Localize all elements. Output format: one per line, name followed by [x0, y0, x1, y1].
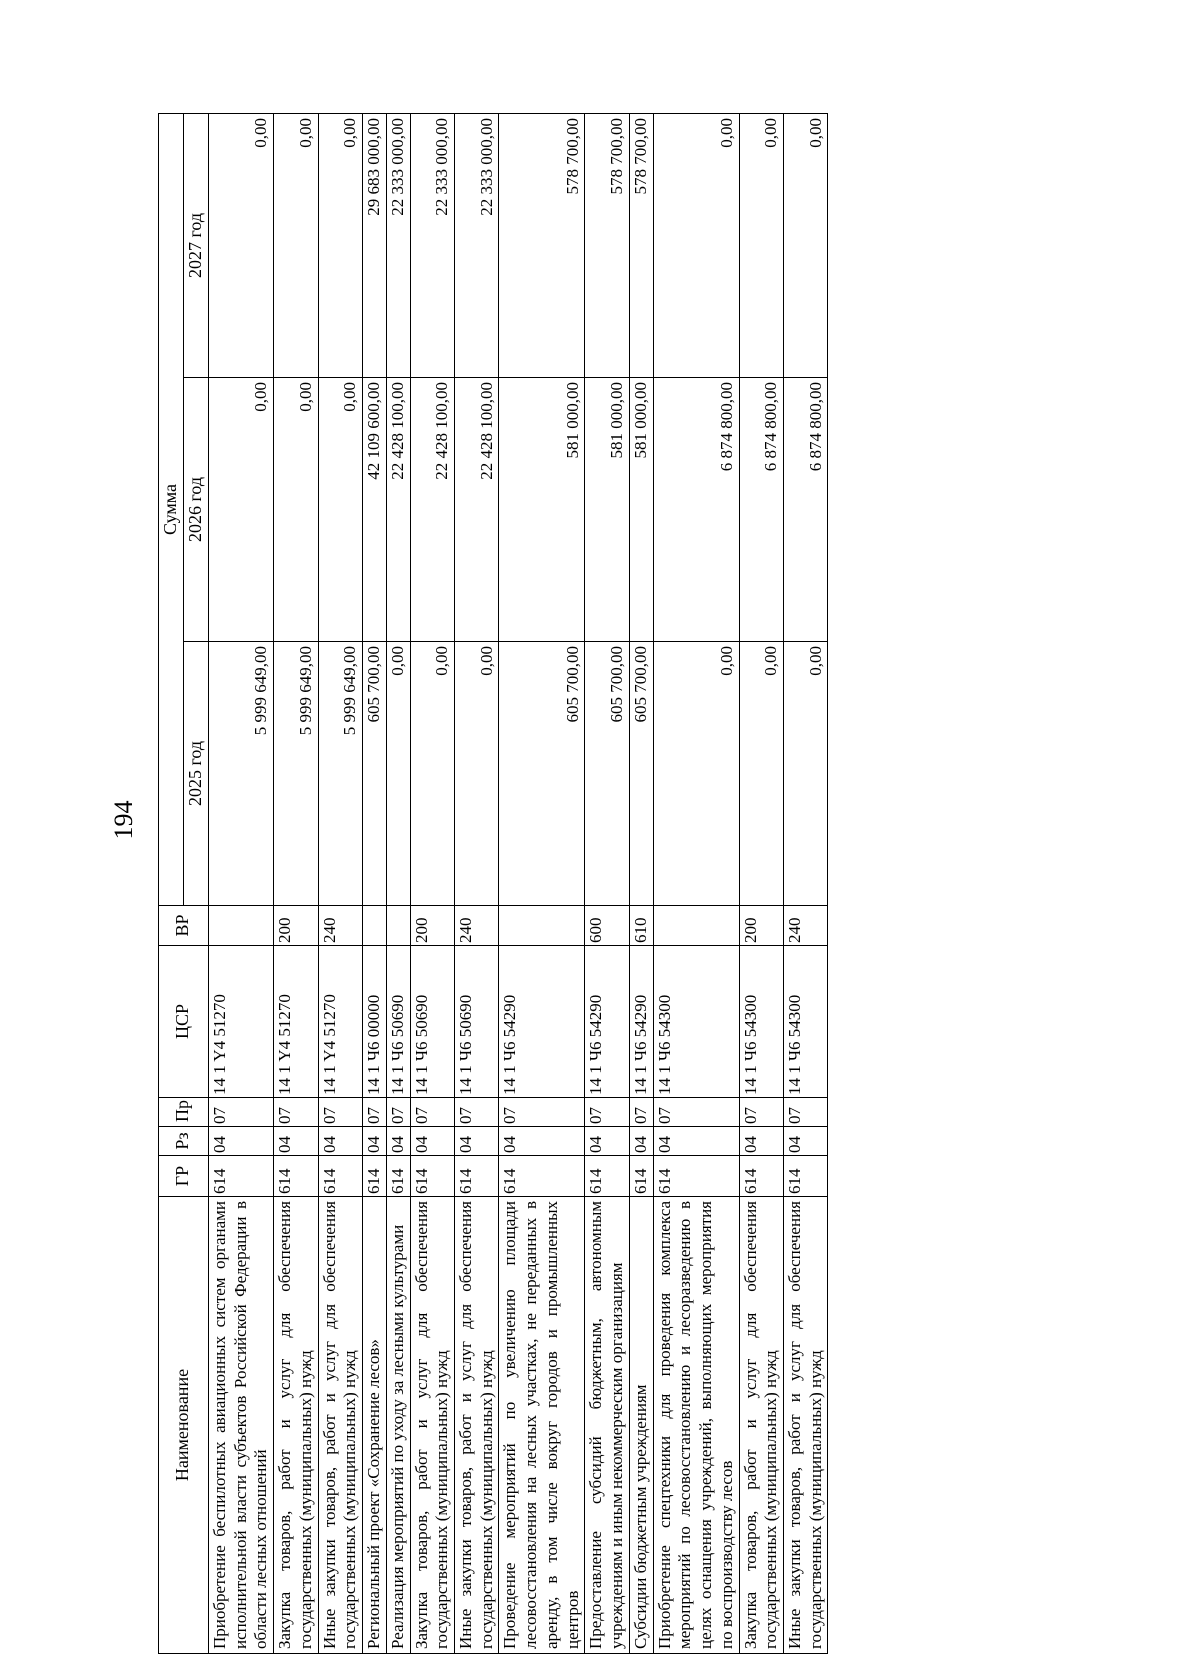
row-2027: 0,00 — [318, 113, 362, 377]
row-gr: 614 — [454, 1156, 498, 1197]
row-csr: 14 1 Ч6 50690 — [454, 946, 498, 1098]
table-row — [208, 113, 273, 1653]
table-row — [739, 113, 783, 1653]
row-rz: 04 — [454, 1127, 498, 1156]
header-2027: 2027 год — [183, 113, 208, 377]
row-2025: 5 999 649,00 — [208, 642, 273, 906]
row-2027: 22 333 000,00 — [386, 113, 410, 377]
row-vr: 240 — [318, 906, 362, 946]
table-row — [363, 113, 387, 1653]
row-vr — [208, 906, 273, 946]
row-name: Закупка товаров, работ и услуг для обеспечения государственных (муниципальных) нужд — [739, 1197, 783, 1654]
row-2025: 605 700,00 — [629, 642, 653, 906]
row-gr: 614 — [363, 1156, 387, 1197]
row-csr: 14 1 Ч6 00000 — [363, 946, 387, 1098]
row-name: Предоставление субсидий бюджетным, автономным учреждениям и иным некоммерческим организациям — [585, 1197, 629, 1654]
header-2025: 2025 год — [183, 642, 208, 906]
row-csr: 14 1 Ч6 54290 — [499, 946, 585, 1098]
row-2025: 5 999 649,00 — [318, 642, 362, 906]
row-csr: 14 1 Ч6 54300 — [784, 946, 828, 1098]
row-pr: 07 — [274, 1098, 318, 1127]
row-rz: 04 — [499, 1127, 585, 1156]
row-rz: 04 — [208, 1127, 273, 1156]
row-2025: 0,00 — [454, 642, 498, 906]
row-vr: 200 — [739, 906, 783, 946]
row-rz: 04 — [629, 1127, 653, 1156]
table-row — [274, 113, 318, 1653]
row-2026: 0,00 — [274, 378, 318, 642]
row-name: Закупка товаров, работ и услуг для обеспечения государственных (муниципальных) нужд — [274, 1197, 318, 1654]
row-vr: 200 — [274, 906, 318, 946]
table-row — [629, 113, 653, 1653]
row-name: Приобретение беспилотных авиационных систем органами исполнительной власти субъектов Российской Федерации в области лесных отношений — [208, 1197, 273, 1654]
header-rz: Рз — [159, 1127, 209, 1156]
row-2025: 0,00 — [386, 642, 410, 906]
row-2025: 0,00 — [784, 642, 828, 906]
header-2026: 2026 год — [183, 378, 208, 642]
row-2027: 22 333 000,00 — [410, 113, 454, 377]
row-2027: 0,00 — [208, 113, 273, 377]
row-pr: 07 — [363, 1098, 387, 1127]
row-csr: 14 1 Ч6 50690 — [386, 946, 410, 1098]
row-gr: 614 — [653, 1156, 739, 1197]
header-csr: ЦСР — [159, 946, 209, 1098]
row-2026: 6 874 800,00 — [653, 378, 739, 642]
row-gr: 614 — [629, 1156, 653, 1197]
header-sum: Сумма — [159, 113, 184, 905]
row-rz: 04 — [410, 1127, 454, 1156]
row-csr: 14 1 Ч6 54300 — [653, 946, 739, 1098]
table-body — [208, 113, 828, 1653]
row-pr: 07 — [629, 1098, 653, 1127]
row-2025: 605 700,00 — [585, 642, 629, 906]
row-gr: 614 — [386, 1156, 410, 1197]
row-rz: 04 — [784, 1127, 828, 1156]
row-csr: 14 1 Y4 51270 — [274, 946, 318, 1098]
row-vr: 600 — [585, 906, 629, 946]
row-2027: 0,00 — [653, 113, 739, 377]
row-2027: 29 683 000,00 — [363, 113, 387, 377]
row-csr: 14 1 Y4 51270 — [208, 946, 273, 1098]
table-row — [585, 113, 629, 1653]
row-vr: 240 — [454, 906, 498, 946]
row-pr: 07 — [499, 1098, 585, 1127]
row-name: Реализация мероприятий по уходу за лесными культурами — [386, 1197, 410, 1654]
row-vr — [386, 906, 410, 946]
row-2026: 0,00 — [318, 378, 362, 642]
row-2026: 0,00 — [208, 378, 273, 642]
row-name: Субсидии бюджетным учреждениям — [629, 1197, 653, 1654]
row-gr: 614 — [585, 1156, 629, 1197]
row-name: Приобретение спецтехники для проведения комплекса мероприятий по лесовосстановлению и лесоразведению в целях оснащения учреждений, выполняющих мероприятия по воспроизводству лесов — [653, 1197, 739, 1654]
table-row — [386, 113, 410, 1653]
row-2025: 605 700,00 — [363, 642, 387, 906]
row-csr: 14 1 Ч6 54290 — [629, 946, 653, 1098]
row-pr: 07 — [585, 1098, 629, 1127]
row-2025: 0,00 — [739, 642, 783, 906]
row-2026: 581 000,00 — [629, 378, 653, 642]
header-name: Наименование — [159, 1197, 209, 1654]
row-vr — [363, 906, 387, 946]
row-rz: 04 — [386, 1127, 410, 1156]
table-row — [318, 113, 362, 1653]
row-csr: 14 1 Ч6 54290 — [585, 946, 629, 1098]
row-2026: 22 428 100,00 — [410, 378, 454, 642]
row-name: Иные закупки товаров, работ и услуг для обеспечения государственных (муниципальных) нужд — [454, 1197, 498, 1654]
row-name: Региональный проект «Сохранение лесов» — [363, 1197, 387, 1654]
row-vr: 200 — [410, 906, 454, 946]
row-pr: 07 — [318, 1098, 362, 1127]
row-name: Закупка товаров, работ и услуг для обеспечения государственных (муниципальных) нужд — [410, 1197, 454, 1654]
row-vr — [499, 906, 585, 946]
table-row — [454, 113, 498, 1653]
row-gr: 614 — [499, 1156, 585, 1197]
row-gr: 614 — [208, 1156, 273, 1197]
row-2027: 578 700,00 — [585, 113, 629, 377]
row-rz: 04 — [585, 1127, 629, 1156]
row-csr: 14 1 Ч6 54300 — [739, 946, 783, 1098]
row-2025: 0,00 — [653, 642, 739, 906]
header-row-1 — [159, 113, 184, 1653]
row-vr: 240 — [784, 906, 828, 946]
row-name: Иные закупки товаров, работ и услуг для обеспечения государственных (муниципальных) нужд — [318, 1197, 362, 1654]
row-pr: 07 — [784, 1098, 828, 1127]
budget-table-container — [158, 114, 1101, 1654]
row-2025: 5 999 649,00 — [274, 642, 318, 906]
budget-table — [158, 113, 828, 1654]
row-2027: 578 700,00 — [629, 113, 653, 377]
row-2027: 0,00 — [739, 113, 783, 377]
row-gr: 614 — [739, 1156, 783, 1197]
row-2026: 42 109 600,00 — [363, 378, 387, 642]
row-2026: 22 428 100,00 — [386, 378, 410, 642]
table-row — [653, 113, 739, 1653]
header-vr: ВР — [159, 906, 209, 946]
row-rz: 04 — [653, 1127, 739, 1156]
row-rz: 04 — [363, 1127, 387, 1156]
row-pr: 07 — [653, 1098, 739, 1127]
row-2026: 581 000,00 — [585, 378, 629, 642]
row-gr: 614 — [784, 1156, 828, 1197]
table-row — [784, 113, 828, 1653]
page-number: 194 — [109, 800, 138, 840]
row-name: Проведение мероприятий по увеличению площади лесовосстановления на лесных участках, не переданных в аренду, в том числе вокруг городов и промышленных центров — [499, 1197, 585, 1654]
row-2026: 6 874 800,00 — [784, 378, 828, 642]
row-pr: 07 — [410, 1098, 454, 1127]
row-vr: 610 — [629, 906, 653, 946]
row-pr: 07 — [454, 1098, 498, 1127]
row-pr: 07 — [386, 1098, 410, 1127]
row-2027: 22 333 000,00 — [454, 113, 498, 377]
row-pr: 07 — [208, 1098, 273, 1127]
row-2026: 6 874 800,00 — [739, 378, 783, 642]
table-row — [499, 113, 585, 1653]
row-2027: 578 700,00 — [499, 113, 585, 377]
row-2025: 0,00 — [410, 642, 454, 906]
header-gr: ГР — [159, 1156, 209, 1197]
row-vr — [653, 906, 739, 946]
row-2027: 0,00 — [274, 113, 318, 377]
row-2025: 605 700,00 — [499, 642, 585, 906]
row-2027: 0,00 — [784, 113, 828, 377]
row-gr: 614 — [410, 1156, 454, 1197]
row-2026: 581 000,00 — [499, 378, 585, 642]
row-pr: 07 — [739, 1098, 783, 1127]
table-row — [410, 113, 454, 1653]
row-rz: 04 — [318, 1127, 362, 1156]
header-pr: Пр — [159, 1098, 209, 1127]
row-gr: 614 — [274, 1156, 318, 1197]
row-csr: 14 1 Ч6 50690 — [410, 946, 454, 1098]
row-rz: 04 — [739, 1127, 783, 1156]
row-gr: 614 — [318, 1156, 362, 1197]
row-2026: 22 428 100,00 — [454, 378, 498, 642]
row-csr: 14 1 Y4 51270 — [318, 946, 362, 1098]
row-name: Иные закупки товаров, работ и услуг для обеспечения государственных (муниципальных) нужд — [784, 1197, 828, 1654]
row-rz: 04 — [274, 1127, 318, 1156]
